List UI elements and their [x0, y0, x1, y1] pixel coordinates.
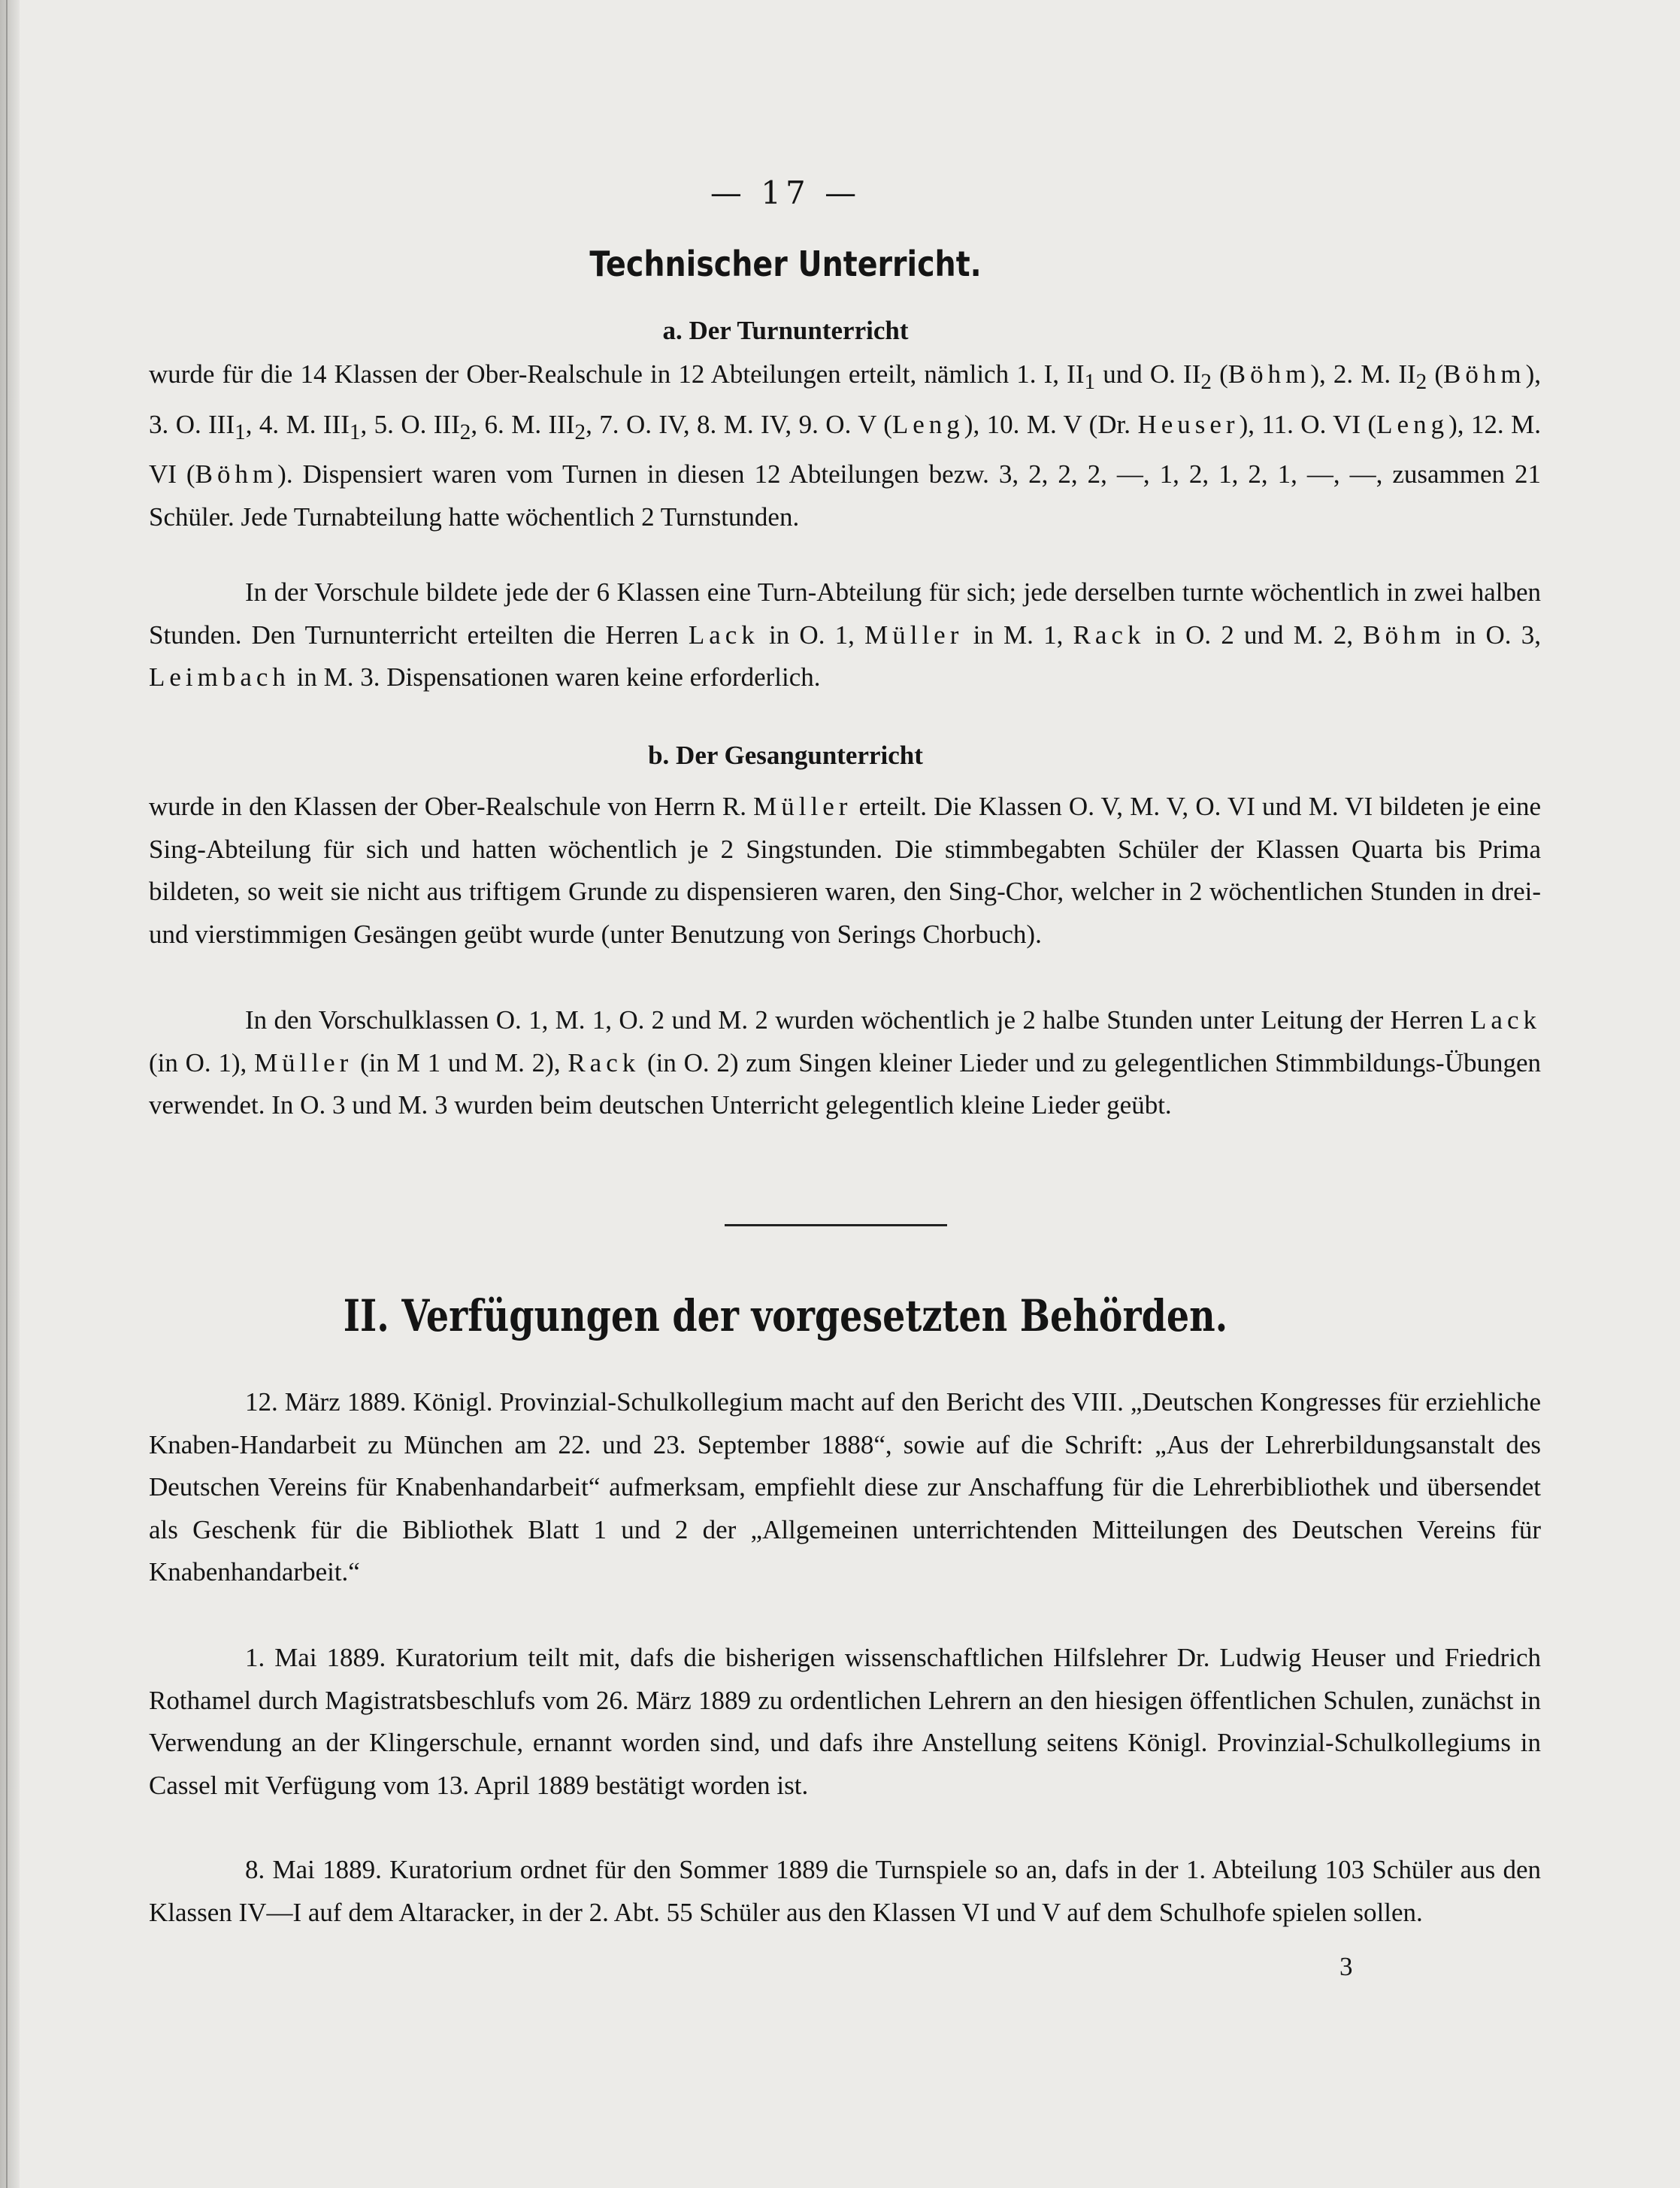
paragraph-turnunterricht: wurde für die 14 Klassen der Ober-Realschule in 12 Abteilungen erteilt, nämlich 1. I, $II_1$ und O. $II_2$ (Böhm), 2. M. $II_2$ (Böhm), 3. O. $III_1$, 4. M. $III_1$, 5. O. $III_2$, 6. M. $III_2$, 7. O. IV, 8. M. IV, 9. O. V (Leng), 10. M. V (Dr. Heuser), 11. O. VI (Leng), 12. M. VI (Böhm). Dispensiert waren vom Turnen in diesen 12 Abteilungen bezw. 3, 2, 2, 2, —, 1, 2, 1, 2, 1, —, —, zusammen 21 Schüler. Jede Turnabteilung hatte wöchentlich 2 Turnstunden. — [149, 359, 1542, 532]
paragraph-mai-8-1889: 8. Mai 1889. Kuratorium ordnet für den Sommer 1889 die Turnspiele so an, dafs in der 1. Abteilung 103 Schüler aus den Klassen IV—I auf dem Altaracker, in der 2. Abt. 55 Schüler aus den Klassen VI und V auf dem Schulhofe spielen sollen. — [149, 1855, 1541, 1927]
page-binding-line — [6, 0, 8, 2188]
section-heading-verfuegungen: II. Verfügungen der vorgesetzten Behörden. — [343, 1290, 1228, 1341]
section-title: Technischer Unterricht. — [589, 244, 982, 284]
subheading-gesangunterricht: b. Der Gesangunterricht — [648, 741, 923, 770]
paragraph-gesangunterricht: wurde in den Klassen der Ober-Realschule von Herrn R. Müller erteilt. Die Klassen O. V, M. V, O. VI und M. VI bildeten je eine Sing-Abteilung für sich und hatten wöchentlich je 2 Singstunden. Die stimmbegabten Schüler der Klassen Quarta bis Prima bildeten, so weit sie nicht aus triftigem Grunde zu dispensieren waren, den Sing-Chor, welcher in 2 wöchentlichen Stunden in drei- und vierstimmigen Gesängen geübt wurde (unter Benutzung von Serings Chorbuch). — [149, 792, 1541, 949]
paragraph-vorschulklassen-singen: In den Vorschulklassen O. 1, M. 1, O. 2 und M. 2 wurden wöchentlich je 2 halbe Stunden unter Leitung der Herren Lack (in O. 1), Müller (in M 1 und M. 2), Rack (in O. 2) zum Singen kleiner Lieder und zu gelegentlichen Stimmbildungs-Übungen verwendet. In O. 3 und M. 3 wurden beim deutschen Unterricht gelegentlich kleine Lieder geübt. — [149, 1005, 1542, 1120]
subheading-turnunterricht: a. Der Turnunterricht — [662, 316, 909, 345]
section-divider — [725, 1224, 947, 1226]
page-number: — 17 — — [710, 174, 861, 211]
page-edge-shadow — [0, 0, 20, 2188]
paragraph-mai-1-1889: 1. Mai 1889. Kuratorium teilt mit, dafs die bisherigen wissenschaftlichen Hilfslehrer Dr. Ludwig Heuser und Friedrich Rothamel durch Magistratsbeschlufs vom 26. März 1889 zu ordentlichen Lehrern an den hiesigen öffentlichen Schulen, zunächst in Verwendung an der Klingerschule, ernannt worden sind, und dafs ihre Anstellung seitens Königl. Provinzial-Schulkollegiums in Cassel mit Verfügung vom 13. April 1889 bestätigt worden ist. — [149, 1643, 1541, 1800]
signature-mark: 3 — [1339, 1952, 1353, 1981]
paragraph-maerz-1889: 12. März 1889. Königl. Provinzial-Schulkollegium macht auf den Bericht des VIII. „Deutschen Kongresses für erziehliche Knaben-Handarbeit zu München am 22. und 23. September 1888“, sowie auf die Schrift: „Aus der Lehrerbildungsanstalt des Deutschen Vereins für Knabenhandarbeit“ aufmerksam, empfiehlt diese zur Anschaffung für die Lehrerbibliothek und übersendet als Geschenk für die Bibliothek Blatt 1 und 2 der „Allgemeinen unterrichtenden Mitteilungen des Deutschen Vereins für Knabenhandarbeit.“ — [149, 1387, 1541, 1586]
paragraph-vorschule-turnen: In der Vorschule bildete jede der 6 Klassen eine Turn-Abteilung für sich; jede derselben turnte wöchentlich in zwei halben Stunden. Den Turnunterricht erteilten die Herren Lack in O. 1, Müller in M. 1, Rack in O. 2 und M. 2, Böhm in O. 3, Leimbach in M. 3. Dispensationen waren keine erforderlich. — [149, 577, 1541, 692]
